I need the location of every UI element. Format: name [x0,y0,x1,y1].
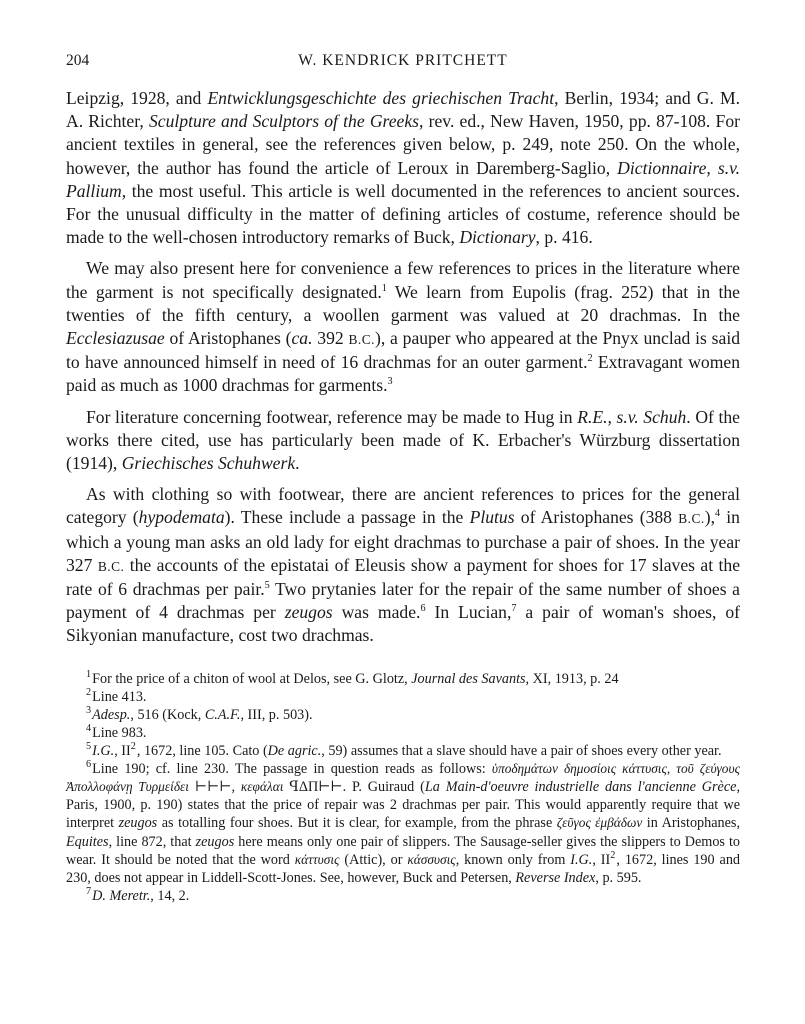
footnotes [66,670,740,905]
footnote-ref-6[interactable]: 6 [420,603,426,615]
footnote-1: $^1$For the price of a chiton of wool at Delos, see G. Glotz, Journal des Savants, XI, 1913, p. 24 [86,668,619,687]
paragraph-3: For literature concerning footwear, reference may be made to Hug in R.E., s.v. Schuh. Of the works there cited, use has particularly been made of K. Erbacher's Würzburg dissertation (1914), Griechisches Schuhwerk. [66,406,740,474]
page-number: 204 [66,52,90,69]
footnote-3: $^3$Adesp., 516 (Kock, C.A.F., III, p. 503). [86,705,313,723]
footnote-2: $^2$Line 413. [86,687,147,705]
running-header [66,52,740,76]
footnote-4: $^4$Line 983. [86,723,147,741]
footnote-ref-5[interactable]: 5 [264,580,270,592]
paragraph-1: Leipzig, 1928, and Entwicklungsgeschichte des griechischen Tracht, Berlin, 1934; and G. M. A. Richter, Sculpture and Sculptors of the Greeks, rev. ed., New Haven, 1950, pp. 87-108. For ancient textiles in general, see the references given below, p. 249, note 250. On the whole, however, the author has found the article of Leroux in Daremberg-Saglio, Dictionnaire, s.v. Pallium, the most useful. This article is well documented in the references to ancient sources. For the unusual difficulty in the matter of defining articles of costume, reference should be made to the well-chosen introductory remarks of Buck, Dictionary, p. 416. [66,88,741,248]
footnote-ref-2[interactable]: 2 [587,353,593,365]
footnote-6: $^6$Line 190; cf. line 230. The passage in question reads as follows: ὑποδημάτων δημοσίοις κάττυσις, τοῦ ζεύγους Ἀπολλοφάνῃ Τυρμείδει ⊢⊢⊢, κεφάλαι ꟼΔΠ⊢⊢. P. Guiraud (La Main-d'oeuvre industrielle dans l'ancienne Grèce, Paris, 1900, p. 190) states that the price of repair was 2 drachmas per pair. This would apparently require that we interpret zeugos as totalling four shoes. But it is clear, for example, from the phrase ζεῦγος ἐμβάδων in Aristophanes, Equites, line 872, that zeugos here means only one pair of slippers. The Sausage-seller gives the slippers to Demos to wear. It should be noted that the word κάττυσις (Attic), or κάσσυσις, known only from I.G., II$^2$, 1672, lines 190 and 230, does not appear in Liddell-Scott-Jones. See, however, Buck and Petersen, Reverse Index, p. 595. [66,759,741,886]
greek-quotation: ὑποδημάτων δημοσίοις κάττυσις, τοῦ ζεύγους Ἀπολλοφάνῃ Τυρμείδει [66,761,740,795]
footnote-ref-4[interactable]: 4 [714,508,721,520]
main-text [66,87,740,648]
footnote-ref-1[interactable]: 1 [381,282,387,294]
running-title: W. KENDRICK PRITCHETT [298,52,508,69]
paragraph-4: As with clothing so with footwear, there are ancient references to prices for the general category (hypodemata). These include a passage in the Plutus of Aristophanes (388 B.C.),$^4$ in which a young man asks an old lady for eight drachmas to purchase a pair of shoes. In the year 327 B.C. the accounts of the epistatai of Eleusis show a payment for shoes for 17 slaves at the rate of 6 drachmas per pair.$^5$ Two prytanies later for the repair of the same number of shoes a payment of 4 drachmas per zeugos was made.$^6$ In Lucian,$^7$ a pair of woman's shoes, of Sikyonian manufacture, cost two drachmas. [66,484,741,646]
footnote-5: $^5$I.G., II$^2$, 1672, line 105. Cato (De agric., 59) assumes that a slave should have a pair of shoes every other year. [86,741,722,760]
paragraph-2: We may also present here for convenience a few references to prices in the literature where the garment is not specifically designated.$^1$ We learn from Eupolis (frag. 252) that in the twenties of the fifth century, a woollen garment was valued at 20 drachmas. In the Ecclesiazusae of Aristophanes (ca. 392 B.C.), a pauper who appeared at the Pnyx unclad is said to have announced himself in need of 16 drachmas for an outer garment.$^2$ Extravagant women paid as much as 1000 drachmas for garments.$^3$ [66,258,740,396]
page [66,52,740,905]
footnote-7: $^7$D. Meretr., 14, 2. [86,886,190,904]
footnote-ref-7[interactable]: 7 [511,603,517,615]
footnote-ref-3[interactable]: 3 [387,376,393,388]
